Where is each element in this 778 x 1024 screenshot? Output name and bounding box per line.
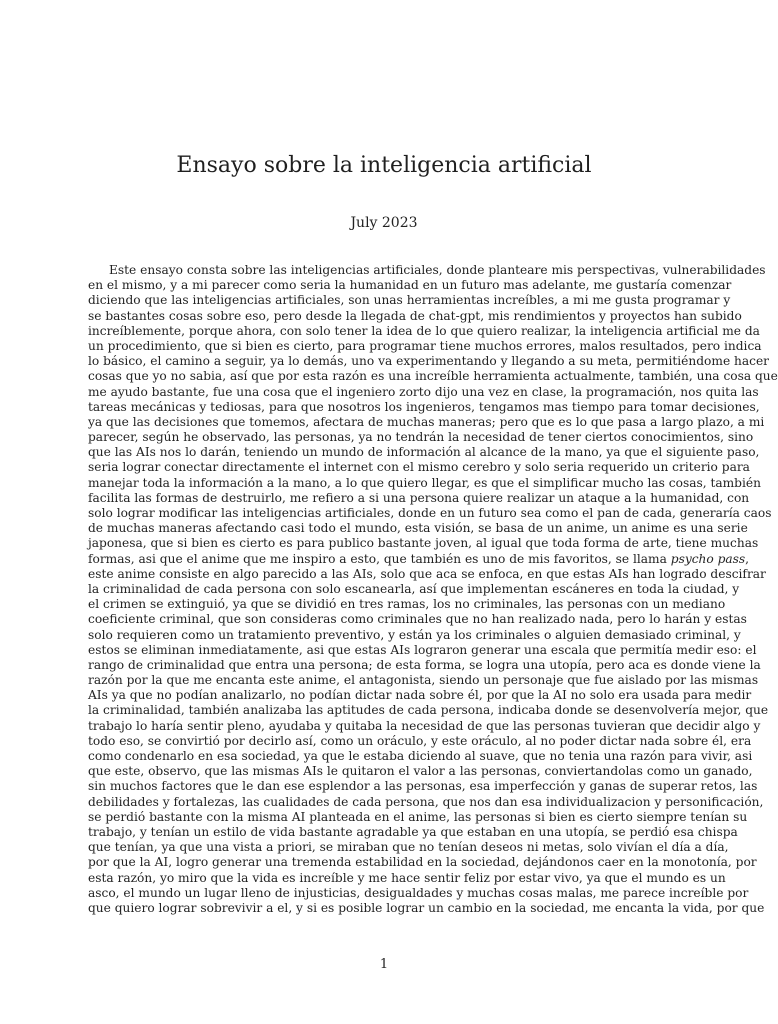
- essay-line: solo requieren como un tratamiento preventivo, y están ya los criminales o alguien demasiado criminal, y: [88, 627, 741, 642]
- essay-line: por que la AI, logro generar una tremenda estabilidad en la sociedad, dejándonos caer en la monotonía, por: [88, 855, 757, 870]
- essay-line: trabajo lo haría sentir pleno, ayudaba y quitaba la necesidad de que las personas tuvieran que decidir algo y: [88, 718, 761, 733]
- essay-line: debilidades y fortalezas, las cualidades de cada persona, que nos dan esa individualizacion y personificación,: [88, 794, 764, 809]
- essay-line: sin muchos factores que le dan ese esplendor a las personas, esa imperfección y ganas de superar retos, las: [88, 779, 758, 794]
- essay-line: manejar toda la información a la mano, a lo que quiero llegar, es que el simplificar mucho las cosas, también: [88, 475, 761, 490]
- essay-line: Este ensayo consta sobre las inteligencias artificiales, donde planteare mis perspectivas, vulnerabilidades: [109, 263, 766, 277]
- essay-line: formas, asi que el anime que me inspiro a esto, que también es uno de mis favoritos, se llama psycho pass,: [88, 551, 750, 566]
- essay-line: facilita las formas de destruirlo, me refiero a si una persona quiere realizar un ataque a la humanidad, con: [88, 490, 750, 505]
- essay-line: estos se eliminan inmediatamente, asi que estas AIs lograron generar una escala que permitía medir eso: el: [88, 642, 757, 657]
- essay-line: la criminalidad de cada persona con solo escanearla, así que implementan escáneres en toda la ciudad, y: [88, 581, 740, 596]
- essay-line: rango de criminalidad que entra una persona; de esta forma, se logra una utopía, pero aca es donde viene la: [88, 657, 761, 672]
- essay-line: esta razón, yo miro que la vida es increíble y me hace sentir feliz por estar vivo, ya que el mundo es un: [88, 870, 726, 885]
- essay-line: el crimen se extinguió, ya que se dividió en tres ramas, los no criminales, las personas con un mediano: [88, 597, 726, 612]
- essay-body: [88, 263, 778, 933]
- essay-line: cosas que yo no sabia, así que por esta razón es una increíble herramienta actualmente, también, una cosa que: [88, 369, 778, 384]
- essay-line: se bastantes cosas sobre eso, pero desde la llegada de chat-gpt, mis rendimientos y proyectos han subido: [88, 308, 742, 323]
- essay-line: coeficiente criminal, que son consideras como criminales que no han realizado nada, pero lo harán y estas: [88, 612, 747, 627]
- essay-line: solo lograr modificar las inteligencias artificiales, donde en un futuro sea como el pan de cada, generaría caos: [88, 506, 772, 520]
- essay-line: un procedimiento, que si bien es cierto, para programar tiene muchos errores, malos resultados, pero indica: [88, 338, 762, 353]
- essay-line: que este, observo, que las mismas AIs le quitaron el valor a las personas, conviertandolas como un ganado,: [88, 764, 753, 779]
- essay-line: todo eso, se convirtió por decirlo así, como un oráculo, y este oráculo, al no poder dictar nada sobre él, era: [88, 733, 752, 748]
- document-title: Ensayo sobre la inteligencia artificial: [176, 152, 592, 178]
- essay-line: que tenían, ya que una vista a priori, se miraban que no tenían deseos ni metas, solo vivían el día a día,: [88, 840, 729, 855]
- essay-line: seria lograr conectar directamente el internet con el mismo cerebro y solo seria requerido un criterio para: [88, 460, 750, 475]
- document-date: July 2023: [350, 215, 418, 231]
- essay-line: en el mismo, y a mi parecer como seria la humanidad en un futuro mas adelante, me gustaría comenzar: [88, 278, 732, 293]
- essay-line: se perdió bastante con la misma AI planteada en el anime, las personas si bien es cierto siempre tenían su: [88, 809, 748, 824]
- essay-line: japonesa, que si bien es cierto es para publico bastante joven, al igual que toda forma de arte, tiene muchas: [88, 536, 759, 551]
- essay-line: que las AIs nos lo darán, teniendo un mundo de información al alcance de la mano, ya que el siguiente paso,: [88, 445, 760, 460]
- essay-line: AIs ya que no podían analizarlo, no podían dictar nada sobre él, por que la AI no solo era usada para medir: [88, 688, 752, 703]
- essay-line: trabajo, y tenían un estilo de vida bastante agradable ya que estaban en una utopía, se perdió esa chispa: [88, 824, 738, 839]
- essay-line: asco, el mundo un lugar lleno de injusticias, desigualdades y muchas cosas malas, me parece increíble por: [88, 885, 749, 900]
- essay-line: parecer, según he observado, las personas, ya no tendrán la necesidad de tener ciertos conocimientos, sino: [88, 430, 754, 445]
- essay-line: me ayudo bastante, fue una cosa que el ingeniero zorto dijo una vez en clase, la programación, nos quita las: [88, 384, 759, 399]
- page-number: 1: [379, 957, 389, 972]
- essay-line: la criminalidad, también analizaba las aptitudes de cada persona, indicaba donde se desenvolvería mejor, que: [88, 703, 769, 718]
- essay-line: increíblemente, porque ahora, con solo tener la idea de lo que quiero realizar, la inteligencia artificial me da: [88, 323, 760, 338]
- essay-line: que quiero lograr sobrevivir a el, y si es posible lograr un cambio en la sociedad, me encanta la vida, por que: [88, 900, 765, 915]
- essay-line: lo básico, el camino a seguir, ya lo demás, uno va experimentando y llegando a su meta, permitiéndome hacer: [88, 354, 770, 369]
- essay-line: como condenarlo en esa sociedad, ya que le estaba diciendo al suave, que no tenia una razón para vivir, asi: [88, 749, 753, 763]
- essay-line: este anime consiste en algo parecido a las AIs, solo que aca se enfoca, en que estas AIs han logrado descifrar: [88, 566, 766, 581]
- essay-line: ya que las decisiones que tomemos, afectara de muchas maneras; pero que es lo que pasa a largo plazo, a mi: [88, 414, 765, 429]
- essay-line: de muchas maneras afectando casi todo el mundo, esta visión, se basa de un anime, un anime es una serie: [88, 521, 748, 536]
- anime-title: psycho pass: [670, 551, 746, 566]
- essay-line: razón por la que me encanta este anime, el antagonista, siendo un personaje que fue aislado por las mismas: [88, 673, 759, 688]
- essay-line: tareas mecánicas y tediosas, para que nosotros los ingenieros, tengamos mas tiempo para tomar decisiones,: [88, 399, 760, 414]
- essay-line: diciendo que las inteligencias artificiales, son unas herramientas increíbles, a mi me gusta programar y: [88, 293, 731, 308]
